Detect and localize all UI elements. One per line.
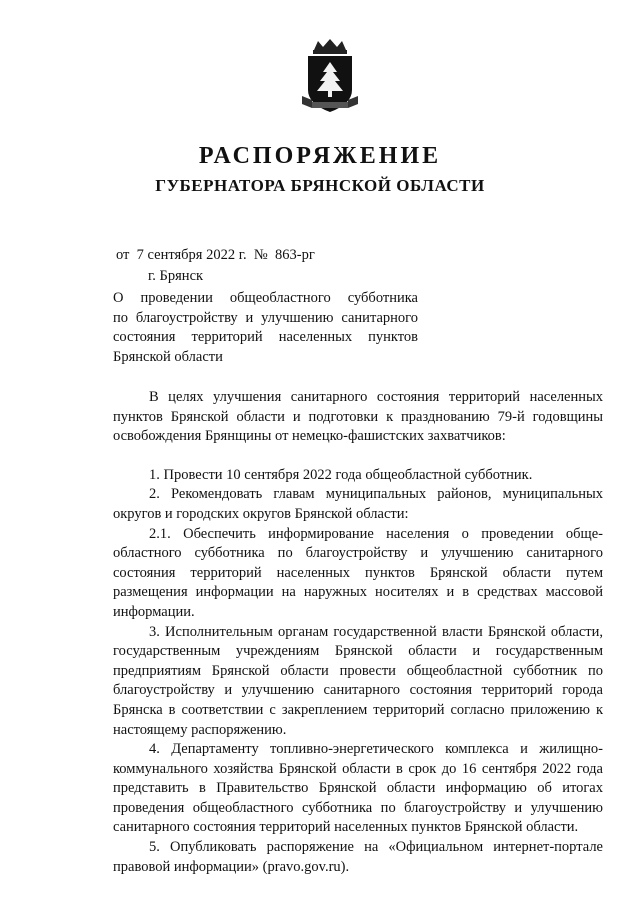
order-item-5: 5. Опубликовать распоряжение на «Официальном интернет-портале правовой информации» (pravo.gov.ru).: [113, 839, 603, 875]
document-subtitle: ГУБЕРНАТОРА БРЯНСКОЙ ОБЛАСТИ: [155, 176, 485, 195]
order-item-2-1: 2.1. Обеспечить информирование населения о проведении общеобластного субботника по благоустройству и улучшению санитарного состояния территорий населенных пунктов Брянской области путем размещения информации на наружных носителях и в средствах массовой информации.: [113, 525, 603, 620]
dateline-prefix: от: [116, 247, 130, 263]
order-item-2: 2. Рекомендовать главам муниципальных районов, муниципальных округов и городских округов Брянской области:: [113, 486, 603, 522]
subject-line: по благоустройству и улучшению санитарного: [113, 309, 418, 326]
document-number: 863-рг: [274, 247, 315, 263]
coat-of-arms-icon: [300, 38, 360, 118]
order-item-4: 4. Департаменту топливно-энергетического комплекса и жилищно-коммунального хозяйства Брянской области в срок до 16 сентября 2022 года представить в Правительство Брянской области информацию об итогах проведения общеобластного субботника по благоустройству и улучшению санитарного состояния территорий населенных пунктов Брянской области.: [113, 741, 603, 836]
number-sign: №: [253, 247, 268, 263]
document-title: РАСПОРЯЖЕНИЕ: [198, 143, 442, 169]
order-item-1: 1. Провести 10 сентября 2022 года общеобластной субботник.: [149, 466, 533, 483]
subject-line: О проведении общеобластного субботника: [113, 290, 418, 306]
subject-line: состояния территорий населенных пунктов: [113, 329, 418, 345]
document-subject: [113, 289, 418, 367]
order-item-3: 3. Исполнительным органам государственной власти Брянской области, государственным учреждениям Брянской области и государственным предприятиям Брянской области провести общеобластной субботник по благоустройству и улучшению санитарного состояния территорий города Брянска в соответствии с закреплением территорий согласно приложению к настоящему распоряжению.: [113, 623, 603, 738]
subject-line: Брянской области: [113, 348, 223, 365]
issuing-city: г. Брянск: [148, 268, 204, 284]
preamble-paragraph: В целях улучшения санитарного состояния территорий населенных пунктов Брянской области и подготовки к празднованию 79-й годовщины освобождения Брянщины от немецко-фашистских захватчиков:: [113, 389, 603, 445]
document-body: [113, 388, 603, 877]
document-date: 7 сентября 2022 г.: [136, 247, 247, 263]
dateline: [116, 247, 315, 264]
